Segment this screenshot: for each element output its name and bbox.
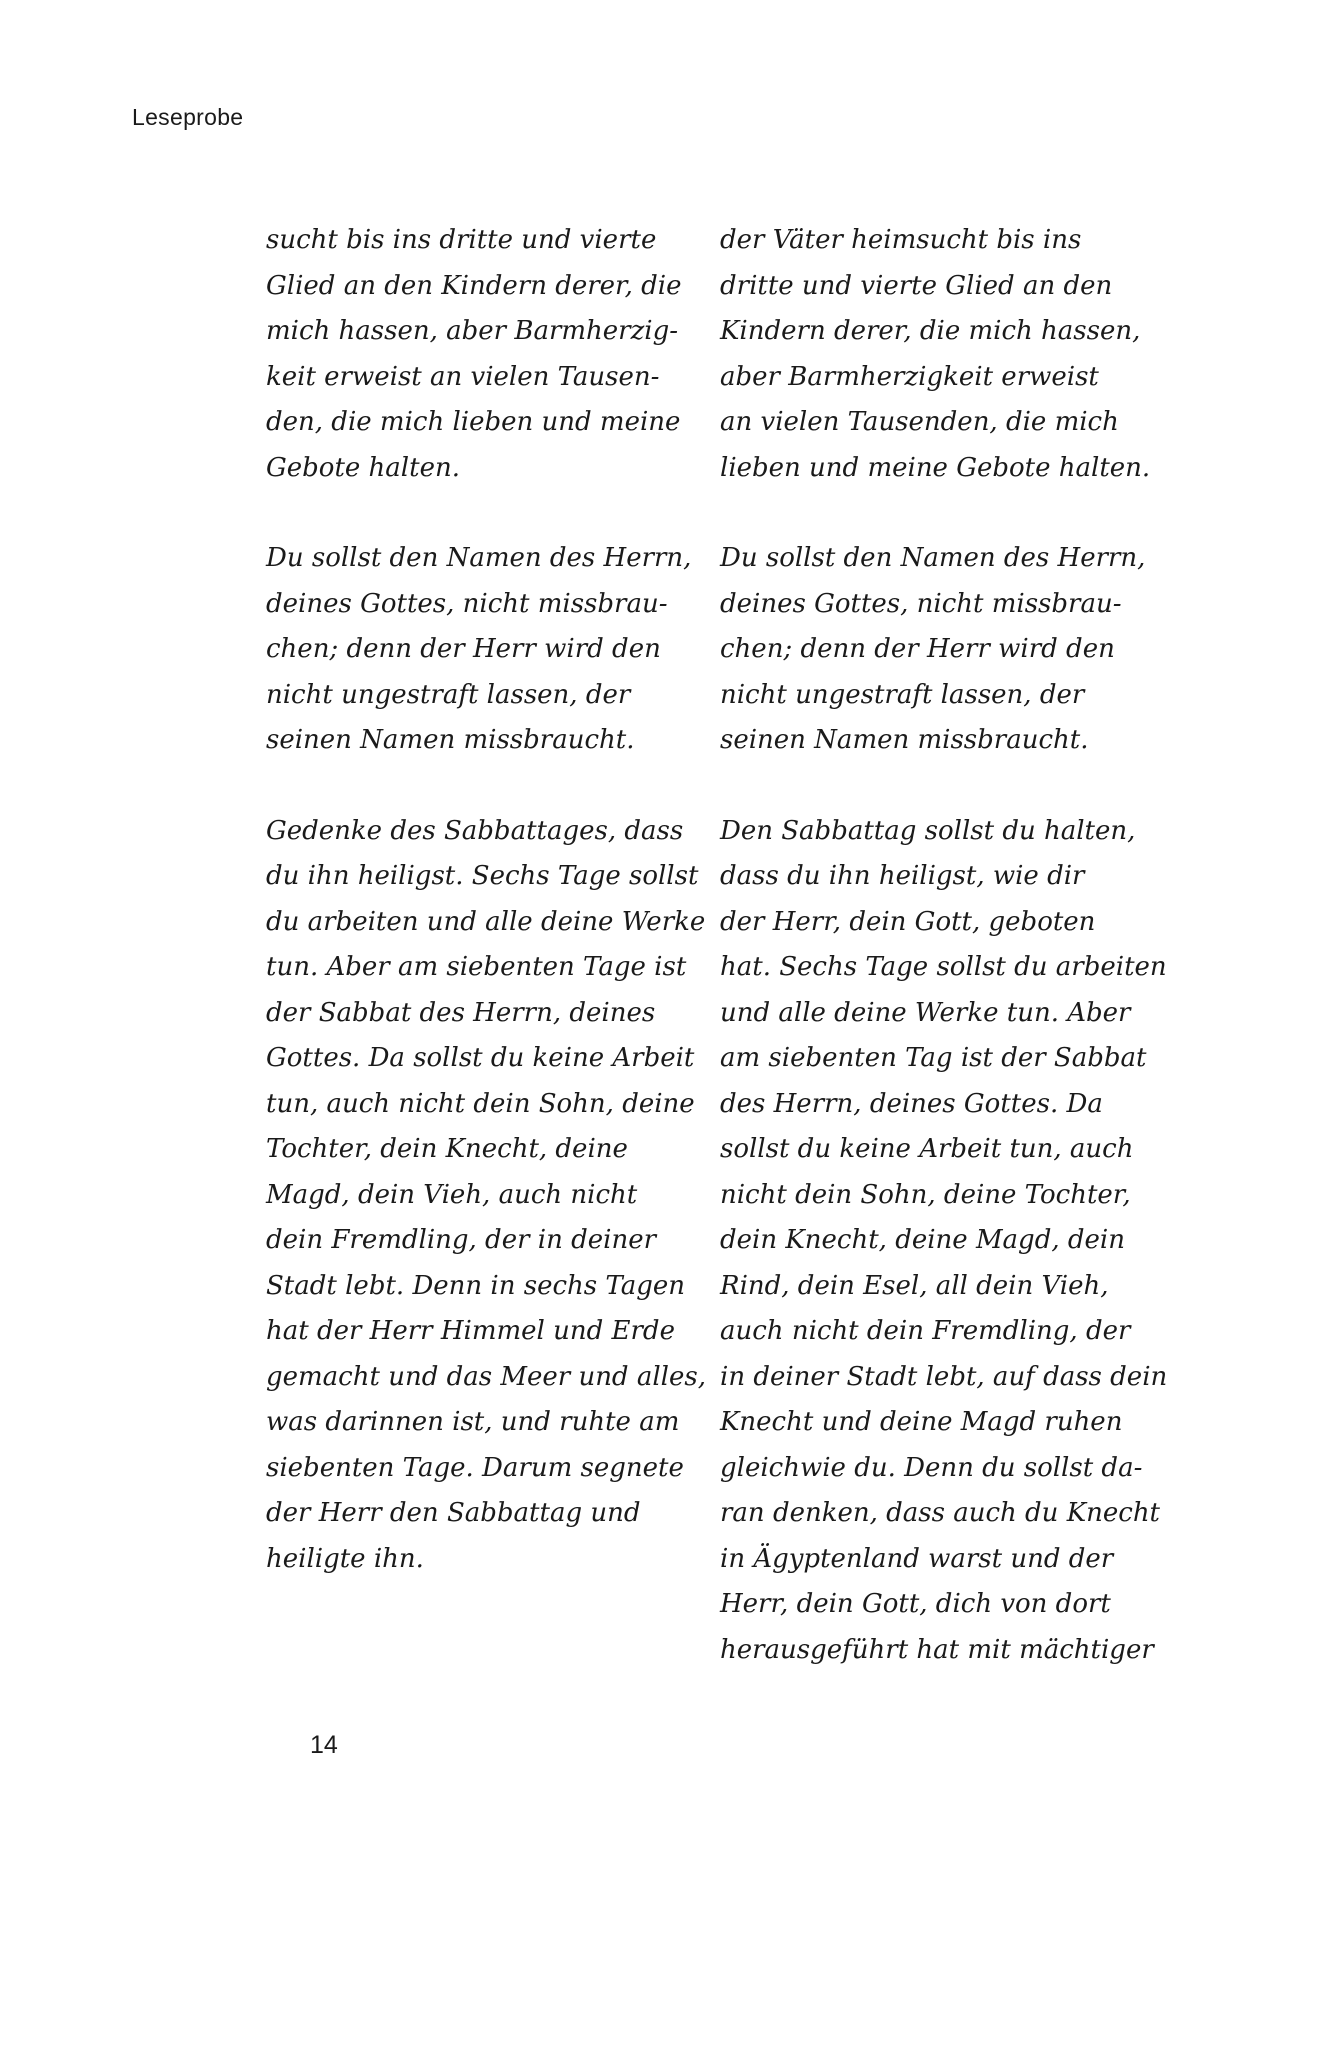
right-column: [720, 218, 1168, 1718]
text-line: der Herr den Sabbattag und: [266, 1498, 641, 1528]
left-stanza-2: [266, 536, 706, 764]
text-line: Gottes. Da sollst du keine Arbeit: [266, 1043, 695, 1073]
text-line: ran denken, dass auch du Knecht: [720, 1498, 1161, 1528]
text-line: du arbeiten und alle deine Werke: [266, 906, 706, 937]
text-line: deines Gottes, nicht missbrau-: [266, 588, 668, 619]
text-line: was darinnen ist, und ruhte am: [266, 1407, 680, 1437]
text-line: Magd, dein Vieh, auch nicht: [266, 1179, 638, 1210]
right-stanza-1: [720, 218, 1160, 491]
left-stanza-1: [266, 218, 706, 491]
text-line: mich hassen, aber Barmherzig-: [266, 316, 679, 346]
text-line: in deiner Stadt lebt, auf dass dein: [720, 1361, 1168, 1392]
text-line: deines Gottes, nicht missbrau-: [720, 588, 1122, 619]
text-line: seinen Namen missbraucht.: [266, 725, 635, 755]
right-stanza-3: [720, 809, 1168, 1674]
text-line: lieben und meine Gebote halten.: [720, 452, 1151, 483]
text-line: tun. Aber am siebenten Tage ist: [266, 952, 687, 982]
text-line: aber Barmherzigkeit erweist: [720, 361, 1099, 392]
text-line: siebenten Tage. Darum segnete: [266, 1452, 684, 1483]
text-line: an vielen Tausenden, die mich: [720, 407, 1119, 437]
text-line: herausgeführt hat mit mächtiger: [720, 1634, 1154, 1665]
text-line: dass du ihn heiligst, wie dir: [720, 861, 1085, 891]
text-line: Du sollst den Namen des Herrn,: [720, 543, 1146, 573]
page-number: 14: [310, 1731, 338, 1759]
text-line: Du sollst den Namen des Herrn,: [266, 543, 692, 573]
text-line: Rind, dein Esel, all dein Vieh,: [720, 1270, 1109, 1301]
right-stanza-2: [720, 536, 1160, 764]
text-line: des Herrn, deines Gottes. Da: [720, 1088, 1103, 1119]
text-line: keit erweist an vielen Tausen-: [266, 361, 660, 392]
text-line: gleichwie du. Denn du sollst da-: [720, 1452, 1143, 1483]
text-line: Herr, dein Gott, dich von dort: [720, 1589, 1111, 1619]
text-line: seinen Namen missbraucht.: [720, 725, 1089, 755]
text-line: Tochter, dein Knecht, deine: [266, 1134, 628, 1164]
text-line: Stadt lebt. Denn in sechs Tagen: [266, 1270, 685, 1301]
text-line: chen; denn der Herr wird den: [720, 634, 1115, 664]
text-line: Gedenke des Sabbattages, dass: [266, 815, 684, 846]
text-line: gemacht und das Meer und alles,: [266, 1361, 706, 1392]
text-line: hat der Herr Himmel und Erde: [266, 1316, 675, 1346]
text-line: den, die mich lieben und meine: [266, 407, 681, 437]
text-line: dritte und vierte Glied an den: [720, 270, 1113, 301]
text-line: am siebenten Tag ist der Sabbat: [720, 1043, 1147, 1073]
text-line: auch nicht dein Fremdling, der: [720, 1316, 1131, 1346]
text-line: dein Knecht, deine Magd, dein: [720, 1225, 1125, 1255]
text-line: Kindern derer, die mich hassen,: [720, 316, 1141, 346]
text-line: sucht bis ins dritte und vierte: [266, 225, 657, 255]
text-line: in Ägyptenland warst und der: [720, 1543, 1114, 1574]
text-line: nicht ungestraft lassen, der: [266, 679, 631, 710]
text-line: dein Fremdling, der in deiner: [266, 1225, 657, 1255]
text-line: der Herr, dein Gott, geboten: [720, 906, 1096, 937]
text-line: hat. Sechs Tage sollst du arbeiten: [720, 952, 1167, 982]
text-line: der Väter heimsucht bis ins: [720, 225, 1082, 255]
text-line: Gebote halten.: [266, 452, 460, 483]
left-column: [266, 218, 706, 1627]
text-line: chen; denn der Herr wird den: [266, 634, 661, 664]
text-line: sollst du keine Arbeit tun, auch: [720, 1134, 1134, 1164]
text-line: Knecht und deine Magd ruhen: [720, 1407, 1123, 1437]
text-line: nicht dein Sohn, deine Tochter,: [720, 1179, 1131, 1210]
text-line: heiligte ihn.: [266, 1543, 424, 1574]
text-line: nicht ungestraft lassen, der: [720, 679, 1085, 710]
text-line: der Sabbat des Herrn, deines: [266, 997, 656, 1028]
running-head: Leseprobe: [132, 104, 244, 130]
text-line: Den Sabbattag sollst du halten,: [720, 815, 1136, 846]
left-stanza-3: [266, 809, 706, 1583]
text-line: du ihn heiligst. Sechs Tage sollst: [266, 861, 699, 891]
text-line: tun, auch nicht dein Sohn, deine: [266, 1088, 695, 1119]
text-line: und alle deine Werke tun. Aber: [720, 997, 1131, 1028]
text-line: Glied an den Kindern derer, die: [266, 270, 682, 301]
